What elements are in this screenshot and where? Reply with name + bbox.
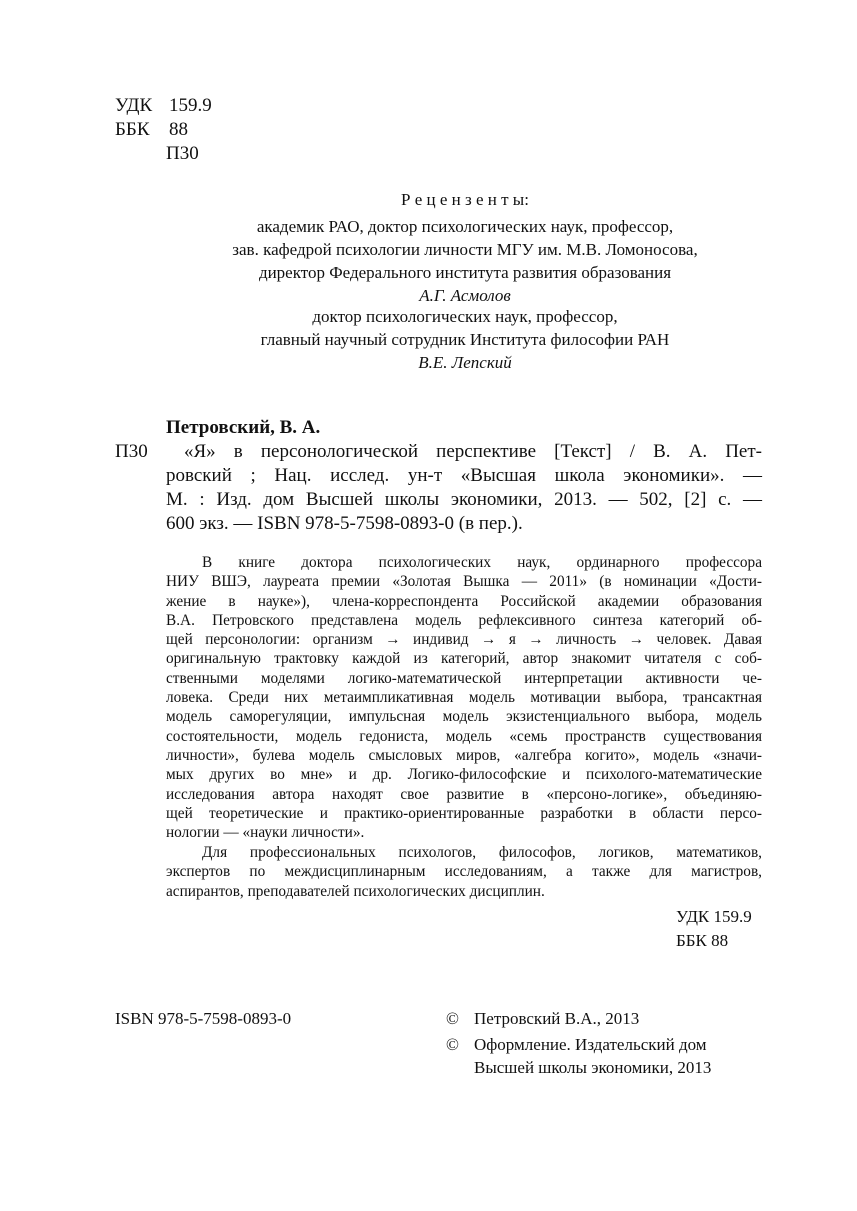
bib-line: 600 экз. — ISBN 978-5-7598-0893-0 (в пер.). (166, 513, 523, 534)
annotation-line: щей теоретические и практико-ориентированные разработки в области персо- (166, 804, 762, 822)
udk-bottom: УДК 159.9 (676, 907, 752, 926)
bib-line: М. : Изд. дом Высшей школы экономики, 2013. — 502, [2] с. — (166, 489, 762, 510)
udk-value: 159.9 (169, 95, 212, 116)
reviewer-2-block (170, 305, 760, 374)
reviewers-heading: Р е ц е н з е н т ы: (401, 190, 529, 209)
udk-label: УДК (115, 95, 153, 116)
bib-line: ровский ; Нац. исслед. ун-т «Высшая школа экономики». — (166, 465, 762, 486)
annotation-line: оригинальную трактовку каждой из категорий, автор знакомит читателя с соб- (166, 650, 762, 668)
annotation-line: личности», булева модель смысловых миров, «алгебра когито», модель «значи- (166, 746, 762, 764)
annotation-line: ственными моделями логико-математической интерпретации активности че- (166, 669, 762, 687)
bib-line: «Я» в персонологической перспективе [Текст] / В. А. Пет- (184, 441, 762, 462)
bib-mark: П30 (115, 441, 148, 462)
copyright-design-line-1: Оформление. Издательский дом (474, 1035, 707, 1054)
bbk-label: ББК (115, 119, 150, 140)
annotation-line: аспирантов, преподавателей психологических дисциплин. (166, 882, 545, 900)
reviewer-2-line: доктор психологических наук, профессор, (312, 307, 618, 326)
reviewer-1-line: зав. кафедрой психологии личности МГУ им. М.В. Ломоносова, (232, 240, 698, 259)
copyright-design-line-2: Высшей школы экономики, 2013 (474, 1058, 712, 1077)
bib-author-heading: Петровский, В. А. (166, 417, 321, 438)
copyright-symbol: © (446, 1035, 459, 1054)
bib-record-body (166, 440, 762, 536)
isbn: ISBN 978-5-7598-0893-0 (115, 1009, 292, 1028)
annotation-paragraph-1 (166, 553, 762, 842)
reviewer-1-line: директор Федерального института развития образования (258, 263, 672, 282)
annotation-line: жение в науке»), члена-корреспондента Российской академии образования (166, 592, 762, 610)
annotation-line: Для профессиональных психологов, философов, логиков, математиков, (202, 844, 762, 861)
annotation-line: экспертов по междисциплинарным исследованиям, а также для магистров, (166, 863, 762, 881)
copyright-author: Петровский В.А., 2013 (474, 1009, 640, 1028)
annotation-line: модель саморегуляции, импульсная модель экзистенциального выбора, модель (166, 708, 762, 726)
reviewer-1-name: А.Г. Асмолов (419, 286, 511, 305)
annotation-paragraph-2 (166, 843, 762, 901)
reviewer-1-line: академик РАО, доктор психологических наук, профессор, (256, 217, 674, 236)
copyright-symbol: © (446, 1009, 459, 1028)
annotation-line: состоятельности, модель гедониста, модель «семь пространств существования (166, 727, 762, 745)
annotation-line: мых других во мне» и др. Логико-философские и психолого-математические (166, 766, 762, 784)
reviewer-2-name: В.Е. Лепский (418, 353, 512, 372)
reviewer-2-line: главный научный сотрудник Института философии РАН (260, 330, 670, 349)
annotation-line: щей персонологии: организм → индивид → я → личность → человек. Давая (166, 631, 762, 649)
annotation-line: нологии — «науки личности». (166, 824, 365, 842)
reviewer-1-block (170, 215, 760, 307)
author-mark-top: П30 (166, 143, 199, 164)
annotation-line: НИУ ВШЭ, лауреата премии «Золотая Вышка — 2011» (в номинации «Дости- (166, 573, 762, 591)
bbk-bottom: ББК 88 (676, 931, 729, 950)
annotation-line: В.А. Петровского представлена модель рефлексивного синтеза категорий об- (166, 611, 762, 629)
bbk-value: 88 (169, 119, 188, 140)
annotation-line: исследования автора находят свое развитие в «персоно-логике», объединяю- (166, 785, 762, 803)
annotation-line: ловека. Среди них метаимпликативная модель мотивации выбора, трансактная (166, 689, 762, 707)
annotation-line: В книге доктора психологических наук, ординарного профессора (202, 554, 762, 571)
